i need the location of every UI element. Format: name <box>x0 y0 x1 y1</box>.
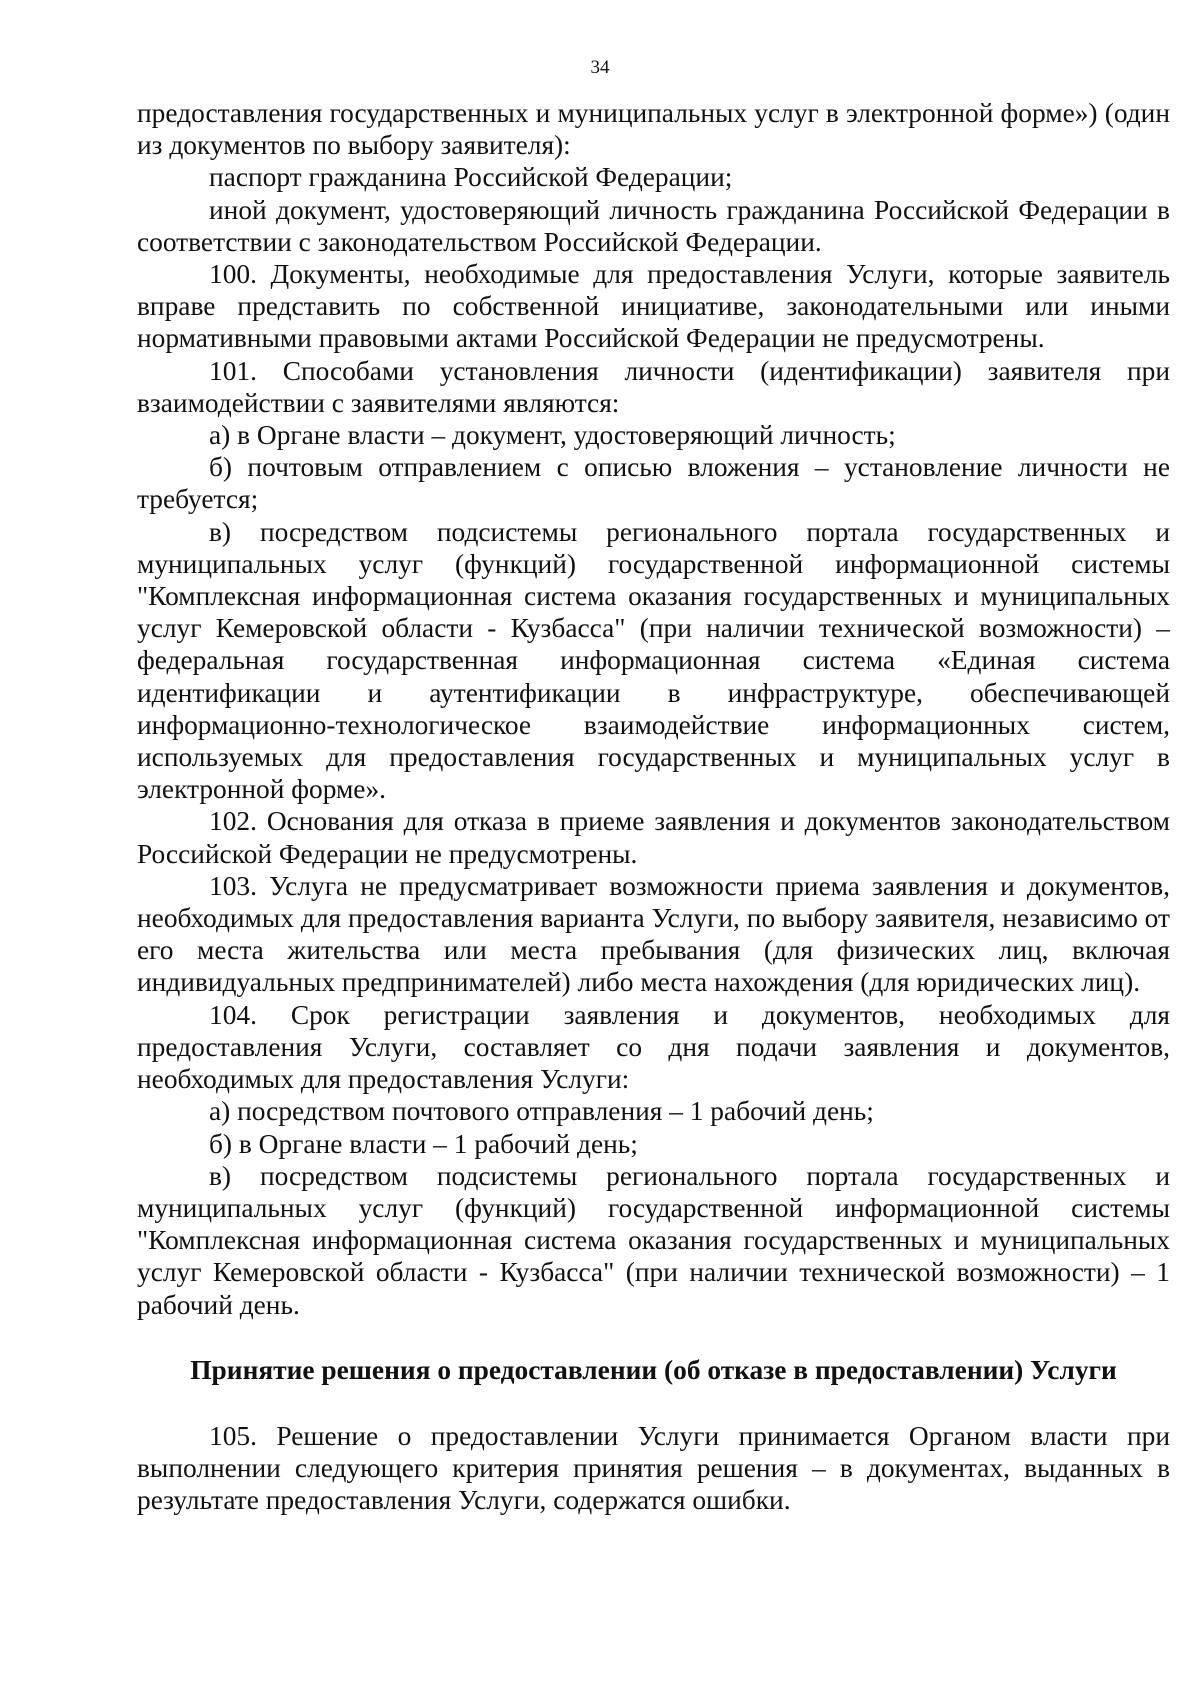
document-body <box>137 97 1170 1517</box>
paragraph: паспорт гражданина Российской Федерации; <box>209 162 733 193</box>
section-heading: Принятие решения о предоставлении (об отказе в предоставлении) Услуги <box>190 1354 1117 1385</box>
paragraph-103: 103. Услуга не предусматривает возможности приема заявления и документов, необходимых для предоставления варианта Услуги, по выбору заявителя, независимо от его места жительства или места пребывания (для физических лиц, включая индивидуальных предпринимателей) либо места нахождения (для юридических лиц). <box>137 870 1170 998</box>
list-item: а) посредством почтового отправления – 1 рабочий день; <box>209 1096 874 1127</box>
list-item: б) в Органе власти – 1 рабочий день; <box>209 1128 638 1159</box>
paragraphs-after-heading <box>137 1420 1170 1517</box>
page-number: 34 <box>590 57 610 78</box>
paragraph-104: 104. Срок регистрации заявления и документов, необходимых для предоставления Услуги, составляет со дня подачи заявления и документов, необходимых для предоставления Услуги: <box>137 999 1170 1095</box>
list-item: в) посредством подсистемы регионального портала государственных и муниципальных услуг (функций) государственной информационной системы "Комплексная информационная система оказания государственных и муниципальных услуг Кемеровской области - Кузбасса" (при наличии технической возможности) – 1 рабочий день. <box>137 1160 1170 1320</box>
list-item: а) в Органе власти – документ, удостоверяющий личность; <box>209 420 896 451</box>
paragraph-100: 100. Документы, необходимые для предоставления Услуги, которые заявитель вправе представить по собственной инициативе, законодательными или иными нормативными правовыми актами Российской Федерации не предусмотрены. <box>137 259 1170 354</box>
paragraph: предоставления государственных и муниципальных услуг в электронной форме») (один из документов по выбору заявителя): <box>137 98 1170 161</box>
paragraphs-before-heading <box>137 97 1170 1321</box>
paragraph-105: 105. Решение о предоставлении Услуги принимается Органом власти при выполнении следующего критерия принятия решения – в документах, выданных в результате предоставления Услуги, содержатся ошибки. <box>137 1420 1170 1516</box>
paragraph-102: 102. Основания для отказа в приеме заявления и документов законодательством Российской Федерации не предусмотрены. <box>137 806 1170 869</box>
paragraph-101: 101. Способами установления личности (идентификации) заявителя при взаимодействии с заявителями являются: <box>137 355 1170 418</box>
paragraph: иной документ, удостоверяющий личность гражданина Российской Федерации в соответствии с законодательством Российской Федерации. <box>137 194 1170 257</box>
list-item: в) посредством подсистемы регионального портала государственных и муниципальных услуг (функций) государственной информационной системы "Комплексная информационная система оказания государственных и муниципальных услуг Кемеровской области - Кузбасса" (при наличии технической возможности) – федеральная государственная информационная система «Единая система идентификации и аутентификации в инфраструктуре, обеспечивающей информационно-технологическое взаимодействие информационных систем, используемых для предоставления государственных и муниципальных услуг в электронной форме». <box>137 516 1170 805</box>
list-item: б) почтовым отправлением с описью вложения – установление личности не требуется; <box>137 452 1170 515</box>
